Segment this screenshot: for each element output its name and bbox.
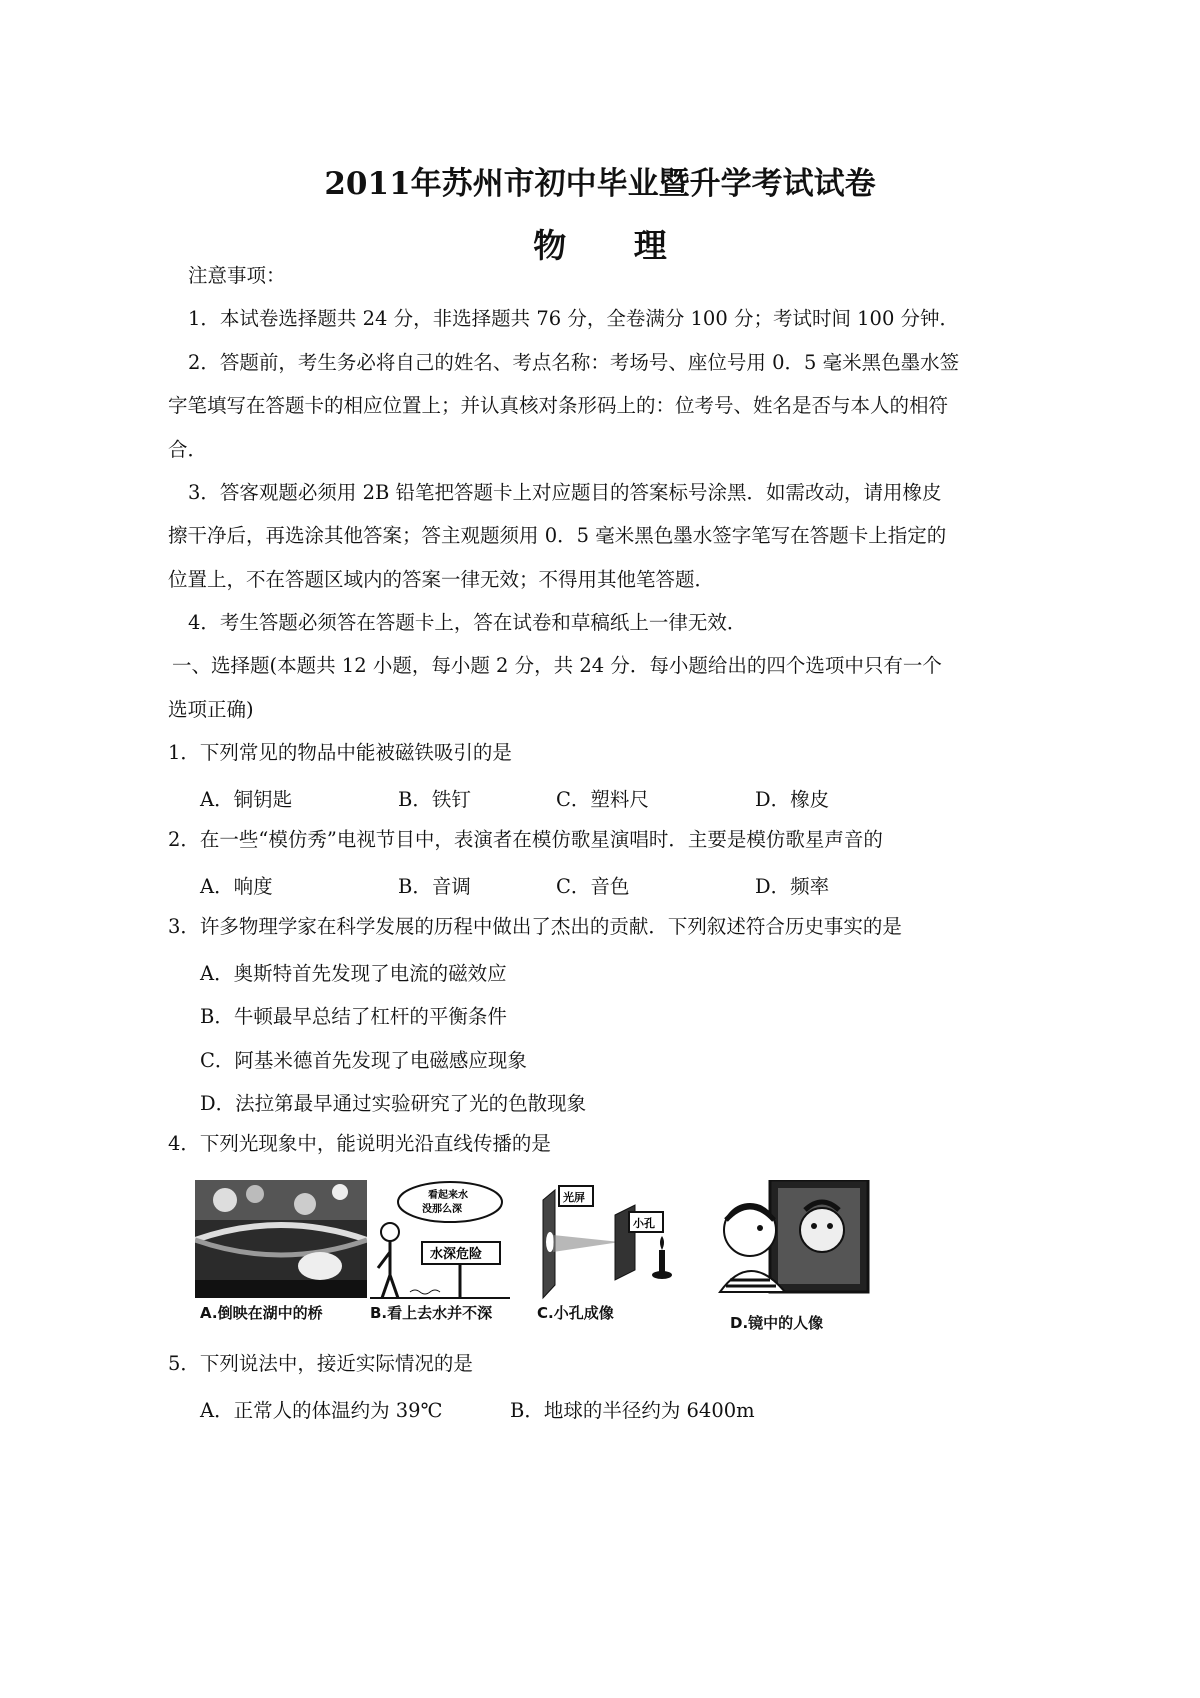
note-3-line-2: 擦干净后，再选涂其他答案；答主观题须用 0．5 毫米黑色墨水签字笔写在答题卡上指定的 xyxy=(168,524,947,547)
question-2-stem: 2．在一些“模仿秀”电视节目中，表演者在模仿歌星演唱时．主要是模仿歌星声音的 xyxy=(168,828,883,851)
exam-title: 2011年苏州市初中毕业暨升学考试试卷 xyxy=(324,166,876,202)
note-2-line-3: 合． xyxy=(168,438,208,461)
note-3-line-3: 位置上，不在答题区域内的答案一律无效；不得用其他笔答题． xyxy=(168,568,715,591)
question-3-option-a: A．奥斯特首先发现了电流的磁效应 xyxy=(200,962,507,985)
subject-title: 物 理 xyxy=(533,226,695,265)
note-4: 4．考生答题必须答在答题卡上，答在试卷和草稿纸上一律无效． xyxy=(188,611,747,634)
hole-label: 小孔 xyxy=(633,1217,655,1230)
question-2-option-a: A．响度 xyxy=(200,875,273,898)
question-2-option-b: B．音调 xyxy=(398,875,471,898)
question-3-option-b: B．牛顿最早总结了杠杆的平衡条件 xyxy=(200,1005,507,1028)
question-1-option-a: A．铜钥匙 xyxy=(200,788,293,811)
question-2-option-c: C．音色 xyxy=(556,875,630,898)
note-1: 1．本试卷选择题共 24 分，非选择题共 76 分，全卷满分 100 分；考试时间 100 分钟． xyxy=(188,307,960,330)
question-3-option-d: D．法拉第最早通过实验研究了光的色散现象 xyxy=(200,1092,587,1115)
note-3-line-1: 3．答客观题必须用 2B 铅笔把答题卡上对应题目的答案标号涂黑．如需改动，请用橡皮 xyxy=(188,481,942,504)
figure-d-caption: D.镜中的人像 xyxy=(730,1314,824,1332)
note-2-line-2: 字笔填写在答题卡的相应位置上；并认真核对条形码上的：位考号、姓名是否与本人的相符 xyxy=(168,394,949,417)
figure-d-mirror xyxy=(710,1180,870,1320)
sign-text: 水深危险 xyxy=(430,1247,483,1262)
figure-a-caption: A.倒映在湖中的桥 xyxy=(200,1304,323,1322)
question-1-stem: 1．下列常见的物品中能被磁铁吸引的是 xyxy=(168,741,512,764)
figure-b-caption: B.看上去水并不深 xyxy=(370,1304,493,1322)
question-1-option-b: B．铁钉 xyxy=(398,788,471,811)
figure-b-water-depth xyxy=(370,1180,510,1305)
question-4-stem: 4．下列光现象中，能说明光沿直线传播的是 xyxy=(168,1132,551,1155)
question-5-option-b: B．地球的半径约为 6400m xyxy=(510,1399,755,1422)
question-4-figures xyxy=(200,1180,995,1345)
question-5-option-a: A．正常人的体温约为 39℃ xyxy=(200,1399,443,1422)
question-1-option-c: C．塑料尺 xyxy=(556,788,649,811)
question-3-option-c: C．阿基米德首先发现了电磁感应现象 xyxy=(200,1049,527,1072)
figure-c-caption: C.小孔成像 xyxy=(537,1304,614,1322)
question-5-stem: 5．下列说法中，接近实际情况的是 xyxy=(168,1352,473,1375)
section-1-line-2: 选项正确) xyxy=(168,698,254,721)
figure-c-pinhole xyxy=(525,1180,685,1305)
question-1-option-d: D．橡皮 xyxy=(755,788,830,811)
question-2-option-d: D．频率 xyxy=(755,875,830,898)
bubble-text-2: 没那么深 xyxy=(422,1204,462,1215)
question-3-stem: 3．许多物理学家在科学发展的历程中做出了杰出的贡献．下列叙述符合历史事实的是 xyxy=(168,915,902,938)
figure-a-bridge-reflection xyxy=(195,1180,367,1300)
note-2-line-1: 2．答题前，考生务必将自己的姓名、考点名称：考场号、座位号用 0．5 毫米黑色墨水签 xyxy=(188,351,960,374)
screen-label: 光屏 xyxy=(563,1191,585,1204)
section-1-line-1: 一、选择题(本题共 12 小题，每小题 2 分，共 24 分．每小题给出的四个选项中只有一个 xyxy=(172,654,942,677)
bubble-text-1: 看起来水 xyxy=(428,1190,468,1201)
notes-heading: 注意事项： xyxy=(188,264,286,287)
